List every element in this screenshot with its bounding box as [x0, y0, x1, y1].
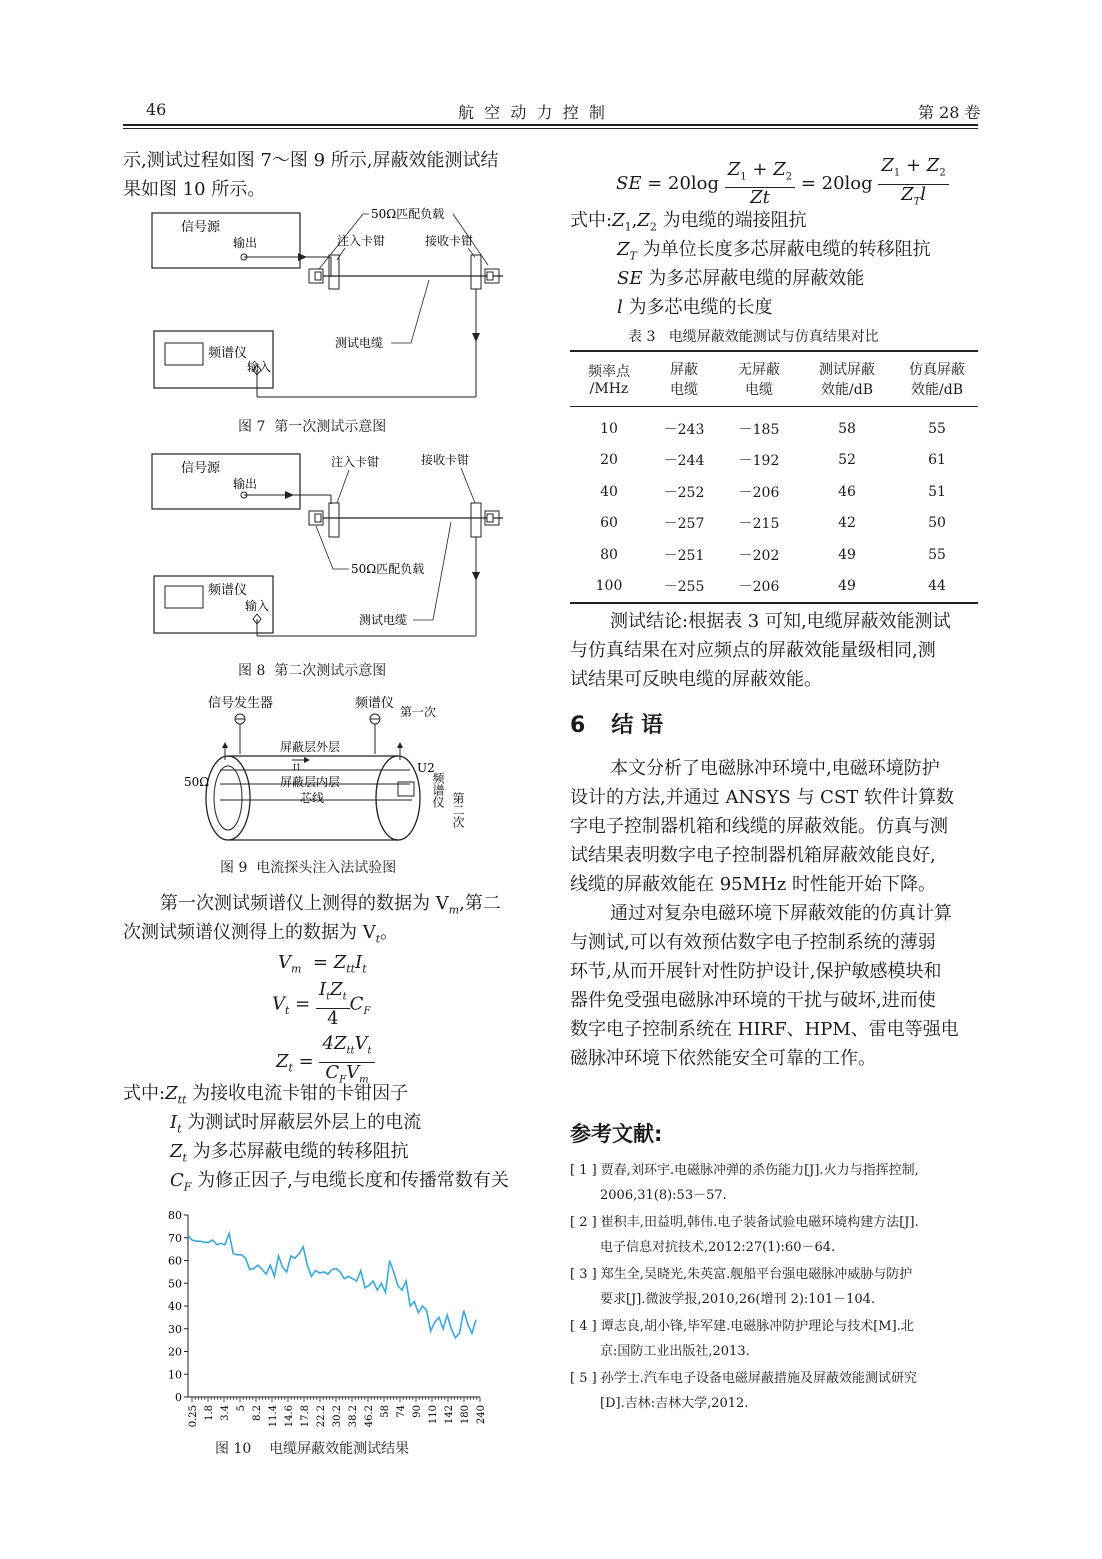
- fig8-cable-label: 测试电缆: [359, 613, 408, 627]
- table-cell: 20: [600, 452, 618, 469]
- fig8-output: 输出: [233, 477, 258, 491]
- x-tick-label: 11.4: [268, 1405, 279, 1428]
- page-number: 46: [146, 100, 167, 119]
- reference-line: [ 5 ] 孙学士.汽车电子设备电磁屏蔽措施及屏蔽效能测试研究: [570, 1371, 917, 1386]
- x-tick-label: 142: [444, 1405, 455, 1425]
- reference-line: [ 4 ] 谭志良,胡小锋,毕军建.电磁脉冲防护理论与技术[M].北: [570, 1319, 914, 1334]
- fig7-analyzer: 频谱仪: [208, 346, 248, 361]
- conclusion-line3: 试结果可反映电缆的屏蔽效能。: [570, 669, 822, 690]
- table-cell: 50: [928, 515, 946, 532]
- fig9-analyzer: 频谱仪: [355, 696, 395, 711]
- table-cell: －206: [738, 579, 780, 596]
- def-it: $I_t$ 为测试时屏蔽层外层上的电流: [170, 1112, 422, 1136]
- section-number: 6: [570, 713, 586, 738]
- figure-9-caption: 图 9 电流探头注入法试验图: [220, 860, 397, 876]
- x-tick-label: 240: [476, 1405, 487, 1425]
- figure-8-caption: 图 8 第二次测试示意图: [238, 663, 387, 679]
- conclusion-paragraph-2: 通过对复杂电磁环境下屏蔽效能的仿真计算 与测试,可以有效预估数字电子控制系统的薄弱 环节,从而开展针对性防护设计,保护敏感模块和 器件免受强电磁脉冲环境的干扰与破坏,进而使 数字电子控制系统在 HIRF、HPM、雷电等强电 磁脉冲环境下依然能安全可靠的工作。: [570, 903, 959, 1069]
- header-rule: [123, 124, 978, 126]
- table-cell: －206: [738, 484, 780, 501]
- table-cell: 10: [600, 420, 618, 437]
- fig7-input: 输入: [247, 360, 272, 374]
- fig9-core: 芯线: [300, 791, 325, 805]
- table-row: [570, 508, 978, 540]
- table-cell: 46: [838, 483, 856, 500]
- equation-zt: $Z_t$ = $\frac{4Z_{tt}V_t}{C_FV_m}$: [276, 1034, 375, 1090]
- table-cell: －243: [663, 421, 705, 438]
- figure-7-diagram: [123, 205, 523, 413]
- subscript: t: [375, 932, 381, 946]
- reference-line: 京:国防工业出版社,2013.: [600, 1344, 750, 1359]
- journal-title: 航 空 动 力 控 制: [458, 103, 605, 122]
- table-cell: 60: [600, 515, 618, 532]
- table-cell: －257: [663, 516, 705, 533]
- table-header: 无屏蔽 电缆: [738, 362, 780, 398]
- table-cell: 100: [595, 578, 623, 595]
- fig8-receive-label: 接收卡钳: [421, 453, 470, 467]
- y-tick-label: 60: [168, 1254, 182, 1268]
- def-zt: 式中$:Z_{tt}$ 为接收电流卡钳的卡钳因子: [123, 1083, 409, 1107]
- table-3: [570, 350, 978, 604]
- y-tick-label: 50: [168, 1277, 182, 1291]
- x-tick-label: 110: [428, 1405, 439, 1425]
- subscript: m: [448, 903, 460, 917]
- reference-line: [D].吉林:吉林大学,2012.: [600, 1396, 749, 1411]
- fig9-outer: 屏蔽层外层: [280, 740, 341, 754]
- def-z1-z2: 式中$:Z_1,Z_2$ 为电缆的端接阻抗: [570, 210, 807, 234]
- table-cell: －185: [738, 421, 780, 438]
- fig8-input: 输入: [245, 599, 270, 613]
- table-cell: －244: [663, 453, 705, 470]
- table-cell: 49: [838, 546, 856, 563]
- text-run: ,第二: [459, 893, 501, 914]
- measure-paragraph-line2: [123, 918, 398, 954]
- y-tick-label: 80: [168, 1209, 182, 1222]
- fig7-load-label: 50Ω匹配负载: [371, 207, 445, 221]
- table-cell: 51: [928, 483, 946, 500]
- fig7-signal-source: 信号源: [181, 220, 221, 235]
- x-tick-label: 180: [460, 1405, 471, 1425]
- x-tick-label: 30.2: [332, 1405, 343, 1428]
- x-tick-label: 38.2: [348, 1405, 359, 1428]
- header-rule-thin: [123, 128, 978, 129]
- figure-7-caption: 图 7 第一次测试示意图: [238, 419, 387, 435]
- reference-line: [ 2 ] 崔积丰,田益明,韩伟.电子装备试验电磁环境构建方法[J].: [570, 1215, 919, 1230]
- y-tick-label: 30: [168, 1322, 182, 1336]
- table-header: 屏蔽 电缆: [670, 362, 698, 398]
- text-run: 第一次测试频谱仪上测得的数据为 V: [160, 893, 449, 914]
- equation-vt: $V_t$ = $\frac{I_tZ_t}{4}$ $C_F$: [272, 979, 371, 1029]
- x-tick-label: 22.2: [316, 1405, 327, 1428]
- table-row: [570, 571, 978, 603]
- fig8-inject-label: 注入卡钳: [331, 455, 380, 469]
- table-row: [570, 445, 978, 477]
- fig9-u2: U2: [417, 761, 435, 775]
- table-header: 测试屏蔽 效能/dB: [819, 362, 875, 398]
- table-cell: 44: [928, 578, 946, 595]
- fig7-cable-label: 测试电缆: [335, 336, 384, 350]
- figure-10-caption: 图 10 电缆屏蔽效能测试结果: [215, 1441, 410, 1457]
- conclusion-line1: 测试结论:根据表 3 可知,电缆屏蔽效能测试: [610, 611, 951, 632]
- reference-line: [ 1 ] 贾春,刘环宇.电磁脉冲弹的杀伤能力[J].火力与指挥控制,: [570, 1163, 919, 1178]
- x-tick-label: 17.8: [300, 1405, 311, 1428]
- table-cell: 55: [928, 420, 946, 437]
- def-zt-transfer: $Z_t$ 为多芯屏蔽电缆的转移阻抗: [170, 1141, 409, 1165]
- references-heading: 参考文献:: [570, 1122, 663, 1146]
- y-tick-label: 10: [168, 1368, 182, 1382]
- x-tick-label: 8.2: [252, 1405, 263, 1421]
- table-cell: 55: [928, 546, 946, 563]
- fig9-second-vertical: 第二次: [451, 792, 465, 828]
- reference-item: [570, 1314, 978, 1364]
- table-row: [570, 413, 978, 445]
- table-cell: 49: [838, 578, 856, 595]
- section-heading: [570, 708, 663, 739]
- fig8-load-label: 50Ω匹配负载: [351, 562, 425, 576]
- fig8-signal-source: 信号源: [181, 461, 221, 476]
- table-3-title: 表 3 电缆屏蔽效能测试与仿真结果对比: [628, 329, 879, 345]
- conclusion-line2: 与仿真结果在对应频点的屏蔽效能量级相同,测: [570, 640, 936, 661]
- x-tick-label: 1.8: [204, 1405, 215, 1421]
- fig7-output: 输出: [233, 236, 258, 250]
- reference-item: [570, 1262, 978, 1312]
- reference-item: [570, 1158, 978, 1208]
- table-header: 频率点 /MHz: [588, 364, 630, 397]
- text-run: 。: [380, 922, 399, 943]
- section-title: 结 语: [611, 713, 663, 738]
- reference-line: 要求[J].微波学报,2010,26(增刊 2):101－104.: [600, 1292, 876, 1307]
- figure-8-diagram: [123, 448, 523, 656]
- references-list: [570, 1158, 978, 1418]
- table-cell: 42: [838, 515, 856, 532]
- y-tick-label: 0: [175, 1391, 182, 1404]
- x-tick-label: 58: [380, 1405, 391, 1418]
- text-line: 果如图 10 所示。: [123, 179, 266, 200]
- fig9-inner: 屏蔽层内层: [280, 775, 341, 789]
- fig7-receive-label: 接收卡钳: [425, 234, 474, 248]
- x-tick-label: 90: [412, 1405, 423, 1418]
- table-header: 仿真屏蔽 效能/dB: [909, 362, 965, 398]
- figure-9-diagram: [180, 690, 480, 850]
- table-cell: －255: [663, 579, 705, 596]
- table-cell: 52: [838, 452, 856, 469]
- def-cf: $C_F$ 为修正因子,与电缆长度和传播常数有关: [170, 1170, 509, 1194]
- x-tick-label: 3.4: [220, 1405, 231, 1421]
- table-cell: 80: [600, 546, 618, 563]
- figure-10-chart: [160, 1200, 490, 1432]
- table-cell: 58: [838, 420, 856, 437]
- reference-item: [570, 1366, 978, 1416]
- def-se: SE 为多芯屏蔽电缆的屏蔽效能: [617, 268, 865, 289]
- def-zT: $Z_T$ 为单位长度多芯屏蔽电缆的转移阻抗: [617, 239, 931, 263]
- text-run: 次测试频谱仪测得上的数据为 V: [123, 922, 376, 943]
- intro-paragraph: [123, 146, 499, 204]
- fig9-first: 第一次: [400, 705, 437, 719]
- x-tick-label: 5: [236, 1405, 247, 1412]
- def-l: l 为多芯电缆的长度: [617, 297, 773, 318]
- table-cell: －202: [738, 547, 780, 564]
- table-cell: －252: [663, 484, 705, 501]
- fig9-ohm: 50Ω: [184, 775, 210, 789]
- y-tick-label: 40: [168, 1300, 182, 1313]
- equation-vm: $V_m = Z_{tt}I_t$: [278, 952, 367, 976]
- series-line: [188, 1233, 476, 1338]
- table-cell: －192: [738, 453, 780, 470]
- x-tick-label: 0.25: [188, 1405, 199, 1428]
- equation-se: SE = 20log $\frac{Z_1 + Z_2}{Zt}$ = 20log $\frac{Z_1 + Z_2}{Z_Tl}$: [616, 156, 949, 212]
- x-tick-label: 46.2: [364, 1405, 375, 1428]
- table-cell: －251: [663, 547, 705, 564]
- fig9-i1: I1: [293, 763, 302, 772]
- table-cell: 40: [600, 483, 618, 500]
- fig9-generator: 信号发生器: [208, 696, 274, 711]
- text-line: 示,测试过程如图 7～图 9 所示,屏蔽效能测试结: [123, 150, 499, 171]
- fig9-analyzer-vertical: 频谱仪: [431, 772, 445, 808]
- y-tick-label: 70: [168, 1231, 182, 1245]
- reference-line: 2006,31(8):53－57.: [600, 1188, 727, 1203]
- conclusion-paragraph-1: 本文分析了电磁脉冲环境中,电磁环境防护 设计的方法,并通过 ANSYS 与 CST 软件计算数 字电子控制器机箱和线缆的屏蔽效能。仿真与测 试结果表明数字电子控制器机箱屏蔽效能良好, 线缆的屏蔽效能在 95MHz 时性能开始下降。: [570, 758, 955, 895]
- x-tick-label: 74: [396, 1405, 407, 1418]
- table-row: [570, 476, 978, 508]
- reference-line: [ 3 ] 郑生全,吴晓光,朱英富.舰船平台强电磁脉冲威胁与防护: [570, 1267, 913, 1282]
- volume-label: 第 28 卷: [918, 103, 981, 122]
- table-row: [570, 539, 978, 571]
- fig7-inject-label: 注入卡钳: [337, 234, 386, 248]
- x-tick-label: 14.6: [284, 1405, 295, 1428]
- table-cell: 61: [928, 452, 946, 469]
- y-tick-label: 20: [168, 1345, 182, 1359]
- reference-item: [570, 1210, 978, 1260]
- fig8-analyzer: 频谱仪: [208, 583, 248, 598]
- reference-line: 电子信息对抗技术,2012:27(1):60－64.: [600, 1240, 836, 1255]
- table-cell: －215: [738, 516, 780, 533]
